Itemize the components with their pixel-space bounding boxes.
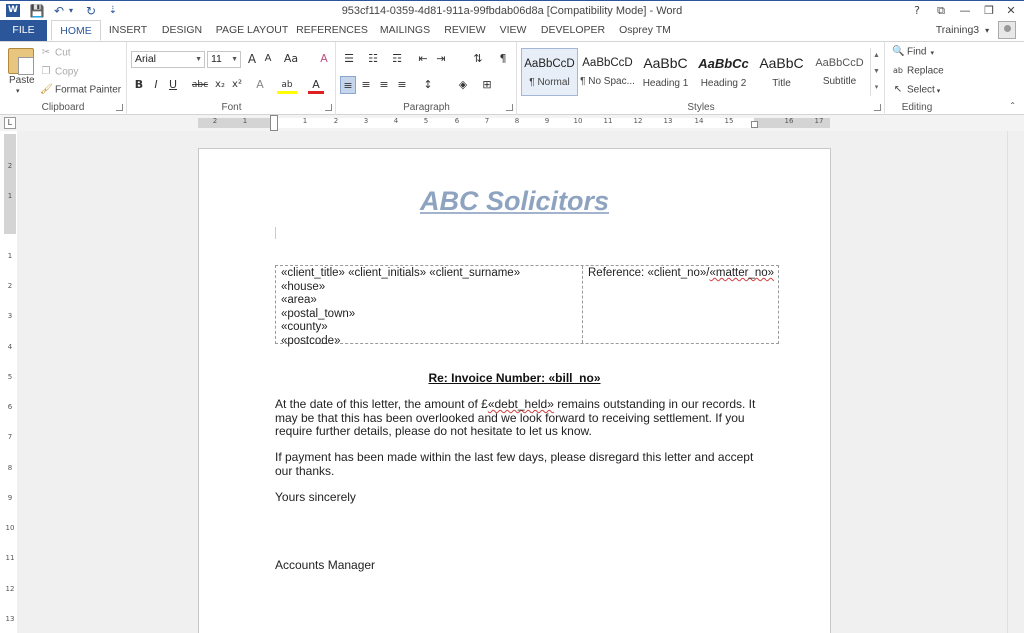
- ruler-number: 2: [7, 162, 13, 170]
- italic-button[interactable]: I: [154, 78, 158, 91]
- ribbon: [0, 41, 1024, 115]
- strikethrough-button[interactable]: abc: [191, 80, 209, 90]
- chevron-down-icon: ▼: [231, 56, 238, 63]
- signature-line: Accounts Manager: [275, 558, 376, 572]
- style-name: ¶ No Spac...: [580, 76, 635, 87]
- vertical-ruler[interactable]: [4, 134, 16, 633]
- tab-developer[interactable]: DEVELOPER: [540, 24, 606, 36]
- help-button[interactable]: ?: [914, 4, 920, 17]
- copy-icon: ❐: [41, 66, 51, 77]
- style-sample: AaBbC: [759, 55, 804, 71]
- text-cursor: [275, 227, 276, 239]
- sort-icon[interactable]: ⇅: [473, 52, 483, 65]
- style-sample: AaBbC: [643, 55, 688, 71]
- styles-group: [518, 42, 885, 115]
- ruler-number: 17: [814, 117, 824, 125]
- undo-icon[interactable]: ↶: [53, 4, 65, 18]
- editing-group-label: Editing: [901, 102, 933, 113]
- avatar: [998, 21, 1016, 39]
- shading-icon[interactable]: ◈: [458, 78, 468, 91]
- horizontal-ruler[interactable]: [198, 118, 830, 128]
- font-group-label: Font: [221, 102, 242, 113]
- invoice-re-line: Re: Invoice Number: «bill_no»: [428, 371, 601, 385]
- ruler-number: 9: [544, 117, 550, 125]
- style-no-spacing[interactable]: [579, 48, 636, 96]
- cut-label: Cut: [55, 47, 71, 59]
- underline-button[interactable]: U: [168, 78, 178, 91]
- indent-marker[interactable]: [270, 115, 278, 131]
- user-name: Training3: [935, 24, 980, 36]
- cursor-icon: ↖: [893, 84, 903, 95]
- paste-icon: [8, 48, 34, 74]
- style-name: Heading 2: [700, 78, 747, 89]
- ruler-number: 4: [7, 343, 13, 351]
- find-button[interactable]: [892, 46, 934, 58]
- vertical-scrollbar[interactable]: [1007, 131, 1024, 633]
- highlight-icon[interactable]: ab: [277, 76, 297, 94]
- user-account[interactable]: [936, 20, 1016, 41]
- styles-launcher-icon[interactable]: [874, 104, 881, 111]
- ruler-number: 2: [7, 282, 13, 290]
- styles-scroll[interactable]: ▲ ▼ ▾: [870, 48, 882, 96]
- numbering-icon[interactable]: ☷: [368, 52, 378, 65]
- ruler-number: 5: [7, 373, 13, 381]
- ruler-number: 6: [454, 117, 460, 125]
- collapse-ribbon-icon[interactable]: ⌃: [1009, 101, 1016, 110]
- horizontal-ruler-bar: [0, 115, 1024, 131]
- ruler-number: 1: [7, 192, 13, 200]
- ruler-number: 10: [573, 117, 583, 125]
- ruler-number: 2: [212, 117, 218, 125]
- bold-button[interactable]: B: [134, 78, 144, 91]
- ruler-number: 8: [7, 464, 13, 472]
- para1-text-b: remains outstanding in our records. It may be that this has been overlooked and we look forward to receiving settlement. If you require further details, please do not hesitate to let us know.: [275, 397, 756, 438]
- paragraph-group: [337, 42, 517, 115]
- clipboard-group: [0, 42, 127, 115]
- ruler-number: 15: [724, 117, 734, 125]
- body-paragraph-1: [275, 398, 765, 439]
- increase-indent-icon[interactable]: ⇥: [436, 52, 446, 65]
- font-size-combo[interactable]: [207, 51, 241, 68]
- style-subtitle[interactable]: [811, 48, 868, 96]
- chevron-down-icon: ▾: [936, 87, 941, 95]
- body-paragraph-2: If payment has been made within the last few days, please disregard this letter and accept our thanks.: [275, 450, 754, 478]
- line-spacing-icon[interactable]: ↕: [423, 78, 433, 91]
- grow-font-icon[interactable]: A: [247, 52, 257, 66]
- ruler-number: 6: [7, 403, 13, 411]
- ruler-number: 3: [7, 312, 13, 320]
- window-title: 953cf114-0359-4d81-911a-99fbdab06d8a [Compatibility Mode] - Word: [341, 5, 683, 17]
- paste-label: Paste: [9, 75, 35, 86]
- clipboard-group-label: Clipboard: [41, 102, 85, 113]
- font-group: [128, 42, 336, 115]
- right-indent-marker[interactable]: [751, 121, 758, 128]
- ruler-number: 4: [393, 117, 399, 125]
- paste-dropdown-icon: ▾: [16, 88, 20, 95]
- tab-insert[interactable]: INSERT: [108, 24, 148, 36]
- ruler-number: 13: [663, 117, 673, 125]
- shrink-font-icon[interactable]: A: [264, 53, 272, 64]
- style-heading-2[interactable]: [695, 48, 752, 96]
- customize-qat-icon[interactable]: ⇣: [108, 5, 118, 16]
- paragraph-group-label: Paragraph: [403, 102, 450, 113]
- ruler-number: 5: [423, 117, 429, 125]
- para1-text-a: At the date of this letter, the amount of £: [275, 397, 488, 411]
- format-painter-label: Format Painter: [55, 84, 122, 96]
- borders-icon[interactable]: ⊞: [482, 78, 492, 91]
- decrease-indent-icon[interactable]: ⇤: [418, 52, 428, 65]
- address-line: «postcode»: [281, 334, 341, 347]
- font-name-combo[interactable]: [131, 51, 205, 68]
- title-bar: [0, 0, 1024, 20]
- style-name: Title: [772, 78, 791, 89]
- replace-label: Replace: [907, 65, 944, 77]
- undo-dropdown-icon[interactable]: ▾: [68, 6, 73, 15]
- address-table[interactable]: [275, 265, 779, 347]
- paintbrush-icon: 🖌: [40, 84, 53, 95]
- reference-cell[interactable]: [584, 266, 778, 280]
- copy-label: Copy: [55, 66, 79, 78]
- ribbon-tabs: [0, 20, 1024, 41]
- show-formatting-marks-icon[interactable]: ¶: [499, 52, 507, 65]
- select-label: Select: [907, 84, 935, 96]
- document-area[interactable]: [17, 131, 1024, 633]
- address-line: «county»: [281, 321, 328, 333]
- save-icon[interactable]: 💾: [29, 4, 45, 18]
- reference-prefix: Reference: «client_no»/: [588, 267, 710, 279]
- align-right-button[interactable]: ≡: [379, 78, 389, 91]
- address-cell[interactable]: [276, 266, 583, 347]
- tab-view[interactable]: VIEW: [499, 24, 527, 36]
- ruler-number: 1: [302, 117, 308, 125]
- word-logo-icon: W: [6, 4, 20, 17]
- justify-button[interactable]: ≡: [397, 78, 407, 91]
- style-heading-1[interactable]: [637, 48, 694, 96]
- multilevel-list-icon[interactable]: ☶: [392, 52, 402, 65]
- copy-button[interactable]: [40, 66, 78, 78]
- style-name: Subtitle: [822, 76, 857, 87]
- styles-group-label: Styles: [687, 102, 715, 113]
- binoculars-icon: 🔍: [892, 46, 905, 57]
- ruler-number: 14: [694, 117, 704, 125]
- clipboard-launcher-icon[interactable]: [116, 104, 123, 111]
- style-title[interactable]: [753, 48, 810, 96]
- paragraph-launcher-icon[interactable]: [506, 104, 513, 111]
- clear-formatting-icon[interactable]: A: [320, 52, 328, 65]
- ruler-number: 11: [603, 117, 613, 125]
- select-button[interactable]: [892, 84, 940, 96]
- user-dropdown-icon: ▾: [985, 26, 990, 35]
- tab-design[interactable]: DESIGN: [161, 24, 203, 36]
- ruler-number: 3: [363, 117, 369, 125]
- style-name: Heading 1: [642, 78, 689, 89]
- replace-icon: ab: [893, 66, 903, 75]
- ruler-number: 1: [7, 252, 13, 260]
- change-case-icon[interactable]: Aa: [283, 52, 299, 65]
- align-left-button[interactable]: ≡: [340, 76, 356, 94]
- redo-icon[interactable]: ↻: [85, 4, 97, 18]
- tab-page-layout[interactable]: PAGE LAYOUT: [215, 24, 289, 36]
- style-name: ¶ Normal: [529, 77, 570, 88]
- ruler-number: 7: [7, 433, 13, 441]
- ruler-number: 7: [484, 117, 490, 125]
- ruler-number: 9: [7, 494, 13, 502]
- subscript-button[interactable]: x₂: [215, 79, 225, 90]
- ruler-number: 16: [784, 117, 794, 125]
- style-sample: AaBbCcD: [582, 57, 633, 69]
- center-button[interactable]: ≡: [361, 78, 371, 91]
- ruler-number: 1: [242, 117, 248, 125]
- style-sample: AaBbCcD: [815, 57, 864, 69]
- chevron-down-icon: ▾: [930, 49, 934, 57]
- tab-osprey-tm[interactable]: Osprey TM: [619, 24, 671, 36]
- replace-button[interactable]: [892, 65, 944, 77]
- document-page[interactable]: [198, 148, 831, 633]
- tab-file[interactable]: FILE: [0, 20, 47, 41]
- style-sample: AaBbCc: [698, 56, 749, 71]
- font-size-value: 11: [211, 53, 222, 65]
- editing-group: [886, 42, 948, 115]
- ruler-number: 2: [333, 117, 339, 125]
- close-button[interactable]: ✕: [1006, 4, 1016, 17]
- ruler-number: 10: [5, 524, 15, 532]
- format-painter-button[interactable]: [40, 84, 121, 96]
- closing-line: Yours sincerely: [275, 490, 356, 504]
- document-title: ABC Solicitors: [419, 186, 610, 216]
- style-normal[interactable]: [521, 48, 578, 96]
- ruler-number: 8: [514, 117, 520, 125]
- address-line: «house»: [281, 280, 326, 293]
- font-color-icon[interactable]: A: [308, 76, 324, 94]
- cut-button[interactable]: [40, 47, 71, 59]
- ruler-number: 11: [5, 554, 15, 562]
- debt-held-field: «debt_held»: [487, 397, 554, 411]
- address-line: «client_title» «client_initials» «client_surname»: [281, 267, 521, 279]
- bullets-icon[interactable]: ☰: [344, 52, 354, 65]
- ribbon-display-options-icon[interactable]: ⧉: [937, 4, 945, 17]
- superscript-button[interactable]: x²: [232, 79, 242, 90]
- scissors-icon: ✂: [41, 47, 51, 58]
- font-name-value: Arial: [135, 53, 157, 65]
- tab-home[interactable]: HOME: [51, 20, 101, 41]
- tab-review[interactable]: REVIEW: [444, 24, 486, 36]
- find-label: Find: [907, 46, 927, 58]
- ruler-number: 12: [5, 585, 15, 593]
- ruler-number: 13: [5, 615, 15, 623]
- tab-selector[interactable]: L: [4, 117, 16, 129]
- matter-no-field: «matter_no»: [709, 267, 775, 279]
- address-line: «area»: [281, 294, 317, 306]
- restore-button[interactable]: ❐: [984, 4, 994, 17]
- chevron-down-icon: ▼: [195, 56, 202, 63]
- minimize-button[interactable]: —: [959, 4, 971, 17]
- font-launcher-icon[interactable]: [325, 104, 332, 111]
- text-effects-icon[interactable]: A: [256, 78, 264, 91]
- ruler-number: 12: [633, 117, 643, 125]
- tab-mailings[interactable]: MAILINGS: [379, 24, 431, 36]
- tab-references[interactable]: REFERENCES: [296, 24, 368, 36]
- address-line: «postal_town»: [281, 307, 356, 320]
- style-sample: AaBbCcD: [524, 58, 575, 70]
